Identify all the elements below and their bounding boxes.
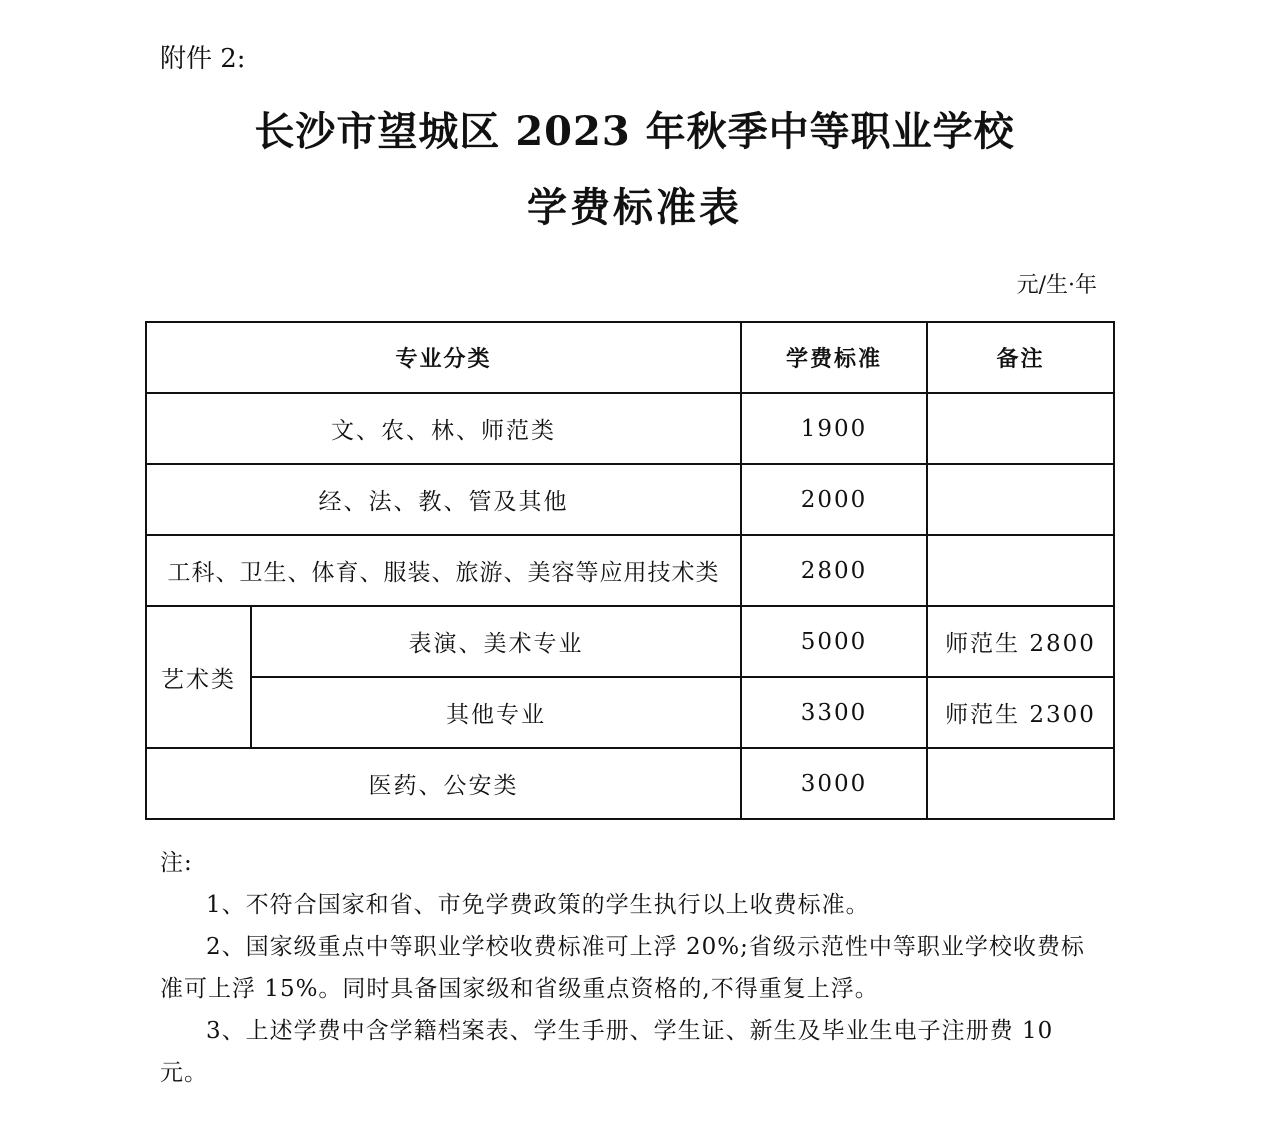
notes-section <box>160 842 1105 1094</box>
table-row <box>146 464 1114 535</box>
note-item: 1、不符合国家和省、市免学费政策的学生执行以上收费标准。 <box>206 892 870 918</box>
page-title: 长沙市望城区 2023 年秋季中等职业学校 <box>254 108 1015 155</box>
header-remark: 备注 <box>927 322 1114 393</box>
category-cell: 其他专业 <box>251 677 741 748</box>
remark-cell <box>927 748 1114 819</box>
art-group-cell: 艺术类 <box>146 606 251 748</box>
table-row <box>146 393 1114 464</box>
fee-cell: 2800 <box>741 535 927 606</box>
fee-cell: 2000 <box>741 464 927 535</box>
fee-table <box>145 321 1115 820</box>
fee-cell: 5000 <box>741 606 927 677</box>
remark-cell <box>927 393 1114 464</box>
remark-cell: 师范生 2800 <box>927 606 1114 677</box>
remark-cell <box>927 535 1114 606</box>
category-cell: 工科、卫生、体育、服装、旅游、美容等应用技术类 <box>146 535 741 606</box>
category-cell: 表演、美术专业 <box>251 606 741 677</box>
remark-cell: 师范生 2300 <box>927 677 1114 748</box>
category-cell: 医药、公安类 <box>146 748 741 819</box>
page-subtitle: 学费标准表 <box>527 184 742 231</box>
header-category: 专业分类 <box>146 322 741 393</box>
table-row <box>146 677 1114 748</box>
attachment-label: 附件 2: <box>160 44 246 74</box>
category-cell: 经、法、教、管及其他 <box>146 464 741 535</box>
table-row <box>146 606 1114 677</box>
table-row <box>146 748 1114 819</box>
table-header-row <box>146 322 1114 393</box>
header-fee: 学费标准 <box>741 322 927 393</box>
fee-cell: 3000 <box>741 748 927 819</box>
category-cell: 文、农、林、师范类 <box>146 393 741 464</box>
table-row <box>146 535 1114 606</box>
fee-cell: 3300 <box>741 677 927 748</box>
note-item: 2、国家级重点中等职业学校收费标准可上浮 20%;省级示范性中等职业学校收费标准可上浮 15%。同时具备国家级和省级重点资格的,不得重复上浮。 <box>160 934 1085 1002</box>
remark-cell <box>927 464 1114 535</box>
unit-label: 元/生·年 <box>1016 273 1097 298</box>
notes-heading: 注: <box>160 850 193 876</box>
note-item: 3、上述学费中含学籍档案表、学生手册、学生证、新生及毕业生电子注册费 10 元。 <box>160 1018 1054 1086</box>
fee-cell: 1900 <box>741 393 927 464</box>
